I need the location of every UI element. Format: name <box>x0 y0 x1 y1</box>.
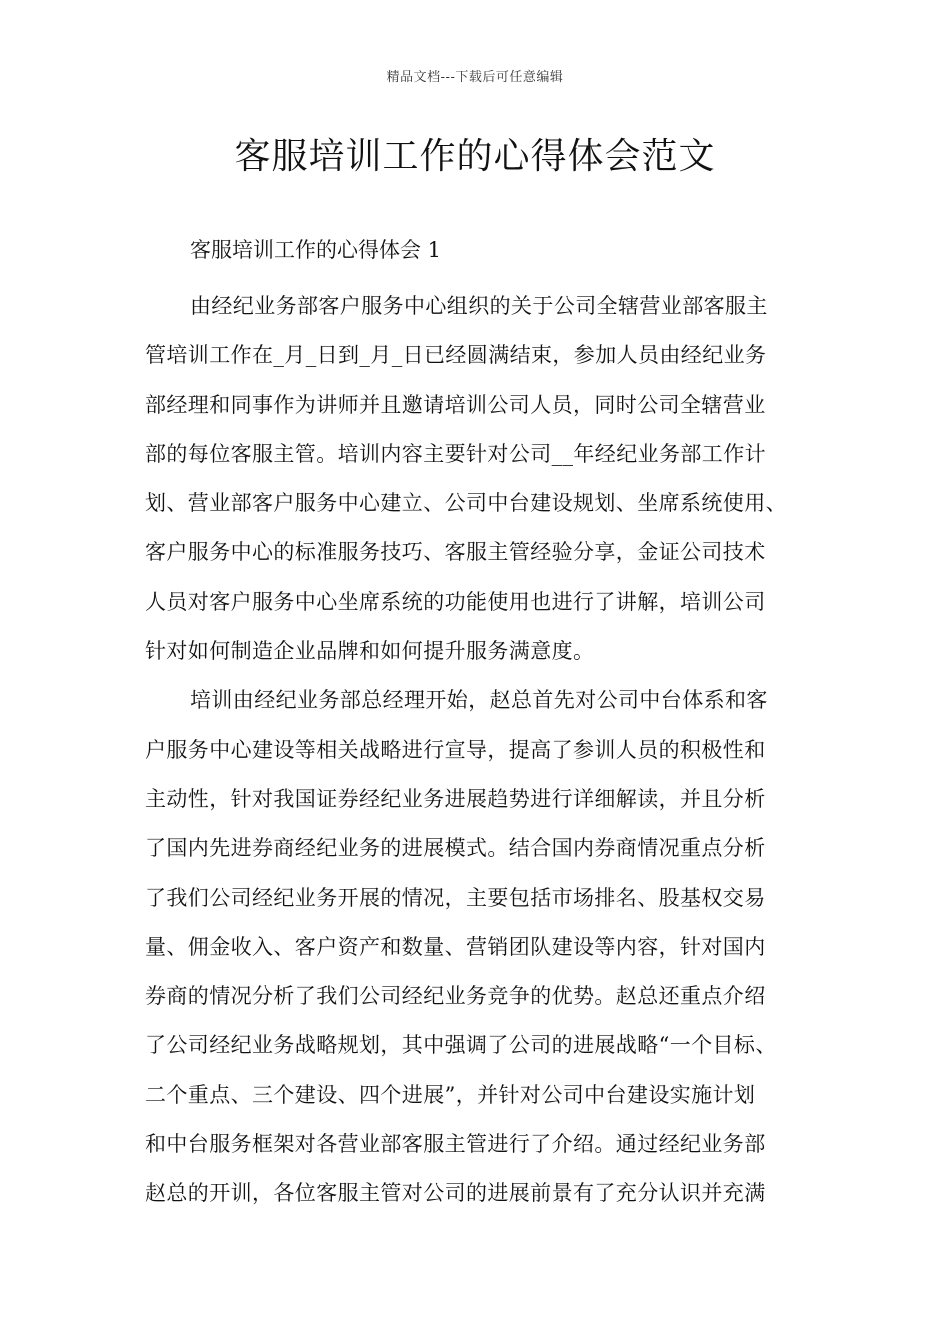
paragraph-2-line-8: 了公司经纪业务战略规划，其中强调了公司的进展战略“一个目标、 <box>145 1033 777 1058</box>
paragraph-2-line-4: 了国内先进券商经纪业务的进展模式。结合国内券商情况重点分析 <box>145 836 766 861</box>
paragraph-1-line-1: 由经纪业务部客户服务中心组织的关于公司全辖营业部客服主 <box>190 294 768 318</box>
paragraph-1-line-6: 客户服务中心的标准服务技巧、客服主管经验分享，金证公司技术 <box>145 540 766 565</box>
paragraph-2-line-7: 券商的情况分析了我们公司经纪业务竞争的优势。赵总还重点介绍 <box>145 984 766 1009</box>
paragraph-2-line-10: 和中台服务框架对各营业部客服主管进行了介绍。通过经纪业务部 <box>145 1132 766 1157</box>
paragraph-1-line-8: 针对如何制造企业品牌和如何提升服务满意度。 <box>145 639 595 664</box>
paragraph-1-line-5: 划、营业部客户服务中心建立、公司中台建设规划、坐席系统使用、 <box>145 491 787 516</box>
section-heading: 客服培训工作的心得体会 1 <box>190 238 442 262</box>
body-text <box>145 282 835 1219</box>
paragraph-1-line-7: 人员对客户服务中心坐席系统的功能使用也进行了讲解，培训公司 <box>145 589 766 614</box>
paragraph-2-line-5: 了我们公司经纪业务开展的情况，主要包括市场排名、股基权交易 <box>145 885 766 910</box>
paragraph-2-line-6: 量、佣金收入、客户资产和数量、营销团队建设等内容，针对国内 <box>145 934 766 959</box>
paragraph-2-line-3: 主动性，针对我国证券经纪业务进展趋势进行详细解读，并且分析 <box>145 786 766 811</box>
paragraph-2-line-11: 赵总的开训，各位客服主管对公司的进展前景有了充分认识并充满 <box>145 1181 766 1206</box>
paragraph-1-line-3: 部经理和同事作为讲师并且邀请培训公司人员，同时公司全辖营业 <box>145 392 766 417</box>
paragraph-2-line-9: 二个重点、三个建设、四个进展”，并针对公司中台建设实施计划 <box>145 1082 756 1107</box>
paragraph-2-line-2: 户服务中心建设等相关战略进行宣导，提高了参训人员的积极性和 <box>145 737 766 762</box>
paragraph-1-line-4: 部的每位客服主管。培训内容主要针对公司__年经纪业务部工作计 <box>145 441 766 466</box>
document-title: 客服培训工作的心得体会范文 <box>234 136 716 177</box>
paragraph-1-line-2: 管培训工作在_月_日到_月_日已经圆满结束，参加人员由经纪业务 <box>145 343 767 368</box>
paragraph-2-line-1: 培训由经纪业务部总经理开始，赵总首先对公司中台体系和客 <box>190 688 768 713</box>
header-note: 精品文档---下载后可任意编辑 <box>386 70 564 85</box>
